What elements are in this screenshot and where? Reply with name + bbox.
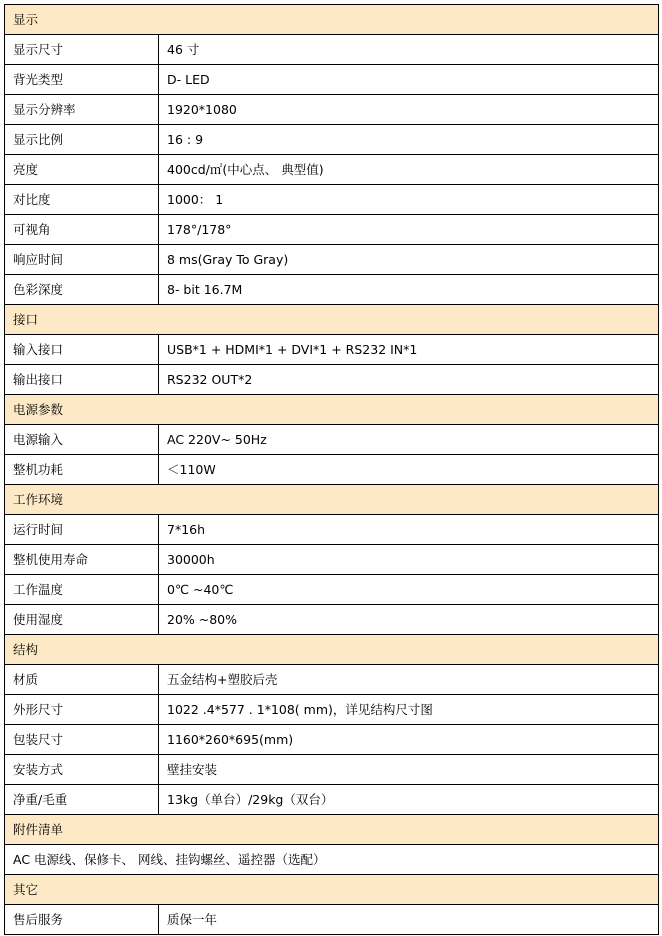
spec-label: 安装方式	[5, 755, 159, 785]
section-title: 电源参数	[5, 395, 659, 425]
spec-label: 使用湿度	[5, 605, 159, 635]
spec-value: 质保一年	[159, 905, 659, 935]
spec-label: 显示比例	[5, 125, 159, 155]
table-row	[5, 845, 659, 875]
section-title: 附件清单	[5, 815, 659, 845]
spec-value: 0℃ ~40℃	[159, 575, 659, 605]
spec-value: 16 : 9	[159, 125, 659, 155]
spec-value: AC 220V~ 50Hz	[159, 425, 659, 455]
spec-label: 净重/毛重	[5, 785, 159, 815]
section-header-row	[5, 395, 659, 425]
spec-label: 色彩深度	[5, 275, 159, 305]
table-row	[5, 95, 659, 125]
table-row	[5, 275, 659, 305]
section-title: 显示	[5, 5, 659, 35]
spec-value: 20% ~80%	[159, 605, 659, 635]
table-row	[5, 755, 659, 785]
spec-label: 工作温度	[5, 575, 159, 605]
spec-label: 显示尺寸	[5, 35, 159, 65]
spec-label: 材质	[5, 665, 159, 695]
table-row	[5, 65, 659, 95]
spec-table	[4, 4, 659, 935]
spec-value: 8- bit 16.7M	[159, 275, 659, 305]
full-width-cell: AC 电源线、保修卡、 网线、挂钩螺丝、遥控器（选配）	[5, 845, 659, 875]
spec-label: 亮度	[5, 155, 159, 185]
section-header-row	[5, 5, 659, 35]
spec-label: 整机功耗	[5, 455, 159, 485]
table-row	[5, 125, 659, 155]
spec-label: 电源输入	[5, 425, 159, 455]
section-header-row	[5, 305, 659, 335]
section-title: 其它	[5, 875, 659, 905]
spec-value: RS232 OUT*2	[159, 365, 659, 395]
table-row	[5, 365, 659, 395]
section-header-row	[5, 485, 659, 515]
table-row	[5, 695, 659, 725]
section-header-row	[5, 815, 659, 845]
spec-value: ＜110W	[159, 455, 659, 485]
spec-value: 1000： 1	[159, 185, 659, 215]
table-row	[5, 575, 659, 605]
spec-table-body	[5, 5, 659, 935]
spec-value: 13kg（单台）/29kg（双台）	[159, 785, 659, 815]
table-row	[5, 335, 659, 365]
table-row	[5, 905, 659, 935]
table-row	[5, 665, 659, 695]
table-row	[5, 785, 659, 815]
spec-value: 1920*1080	[159, 95, 659, 125]
table-row	[5, 155, 659, 185]
spec-value: 1022 .4*577 . 1*108( mm)，详见结构尺寸图	[159, 695, 659, 725]
table-row	[5, 215, 659, 245]
section-title: 结构	[5, 635, 659, 665]
spec-value: D- LED	[159, 65, 659, 95]
spec-label: 售后服务	[5, 905, 159, 935]
spec-value: 壁挂安装	[159, 755, 659, 785]
spec-label: 输出接口	[5, 365, 159, 395]
spec-label: 背光类型	[5, 65, 159, 95]
section-header-row	[5, 875, 659, 905]
spec-label: 可视角	[5, 215, 159, 245]
table-row	[5, 245, 659, 275]
table-row	[5, 455, 659, 485]
spec-label: 显示分辨率	[5, 95, 159, 125]
section-title: 工作环境	[5, 485, 659, 515]
spec-label: 外形尺寸	[5, 695, 159, 725]
spec-label: 响应时间	[5, 245, 159, 275]
spec-label: 输入接口	[5, 335, 159, 365]
section-header-row	[5, 635, 659, 665]
table-row	[5, 185, 659, 215]
spec-value: 46 寸	[159, 35, 659, 65]
table-row	[5, 35, 659, 65]
spec-value: 400cd/㎡(中心点、 典型值)	[159, 155, 659, 185]
spec-value: 1160*260*695(mm)	[159, 725, 659, 755]
table-row	[5, 545, 659, 575]
spec-value: 8 ms(Gray To Gray)	[159, 245, 659, 275]
section-title: 接口	[5, 305, 659, 335]
spec-label: 对比度	[5, 185, 159, 215]
spec-value: 30000h	[159, 545, 659, 575]
spec-value: 五金结构+塑胶后壳	[159, 665, 659, 695]
table-row	[5, 605, 659, 635]
table-row	[5, 725, 659, 755]
spec-label: 包装尺寸	[5, 725, 159, 755]
spec-label: 整机使用寿命	[5, 545, 159, 575]
table-row	[5, 515, 659, 545]
spec-label: 运行时间	[5, 515, 159, 545]
spec-value: 178°/178°	[159, 215, 659, 245]
spec-value: 7*16h	[159, 515, 659, 545]
table-row	[5, 425, 659, 455]
spec-value: USB*1 + HDMI*1 + DVI*1 + RS232 IN*1	[159, 335, 659, 365]
